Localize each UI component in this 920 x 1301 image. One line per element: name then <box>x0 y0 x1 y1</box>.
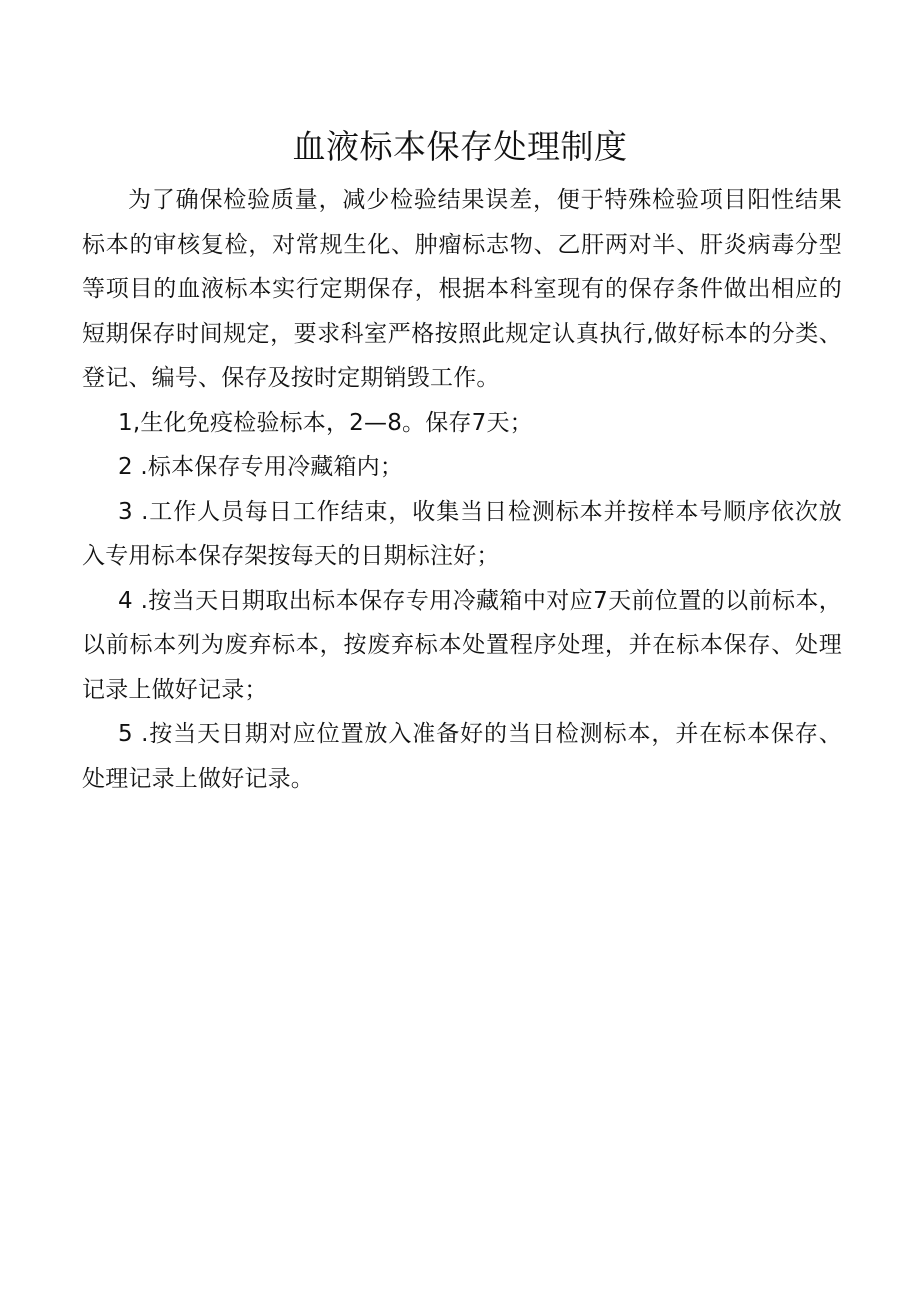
list-item <box>82 401 842 446</box>
list-item <box>82 445 842 490</box>
item-number: 2 <box>118 454 133 480</box>
item-number: 4 <box>118 587 133 614</box>
item-number: 3 <box>118 498 133 525</box>
item-text: .标本保存专用冷藏箱内； <box>132 454 404 480</box>
item-text: .按当天日期对应位置放入准备好的当日检测标本，并在标本保存、处理记录上做好记录。 <box>82 721 842 792</box>
item-number: 1 <box>118 409 133 436</box>
list-item <box>82 712 842 801</box>
item-number: 5 <box>118 721 133 747</box>
list-item <box>82 579 842 713</box>
list-item <box>82 490 842 579</box>
item-text: ,生化免疫检验标本，2—8。保存7天； <box>132 409 533 436</box>
item-text: .工作人员每日工作结束，收集当日检测标本并按样本号顺序依次放入专用标本保存架按每天的日期标注好； <box>82 498 842 569</box>
item-text: .按当天日期取出标本保存专用冷藏箱中对应7天前位置的以前标本，以前标本列为废弃标本，按废弃标本处置程序处理，并在标本保存、处理记录上做好记录； <box>82 587 842 703</box>
document-title: 血液标本保存处理制度 <box>292 127 628 166</box>
intro-paragraph: 为了确保检验质量，减少检验结果误差，便于特殊检验项目阳性结果标本的审核复检，对常规生化、肿瘤标志物、乙肝两对半、肝炎病毒分型等项目的血液标本实行定期保存，根据本科室现有的保存条件做出相应的短期保存时间规定，要求科室严格按照此规定认真执行,做好标本的分类、登记、编号、保存及按时定期销毁工作。 <box>82 187 842 391</box>
document-body <box>82 178 842 801</box>
